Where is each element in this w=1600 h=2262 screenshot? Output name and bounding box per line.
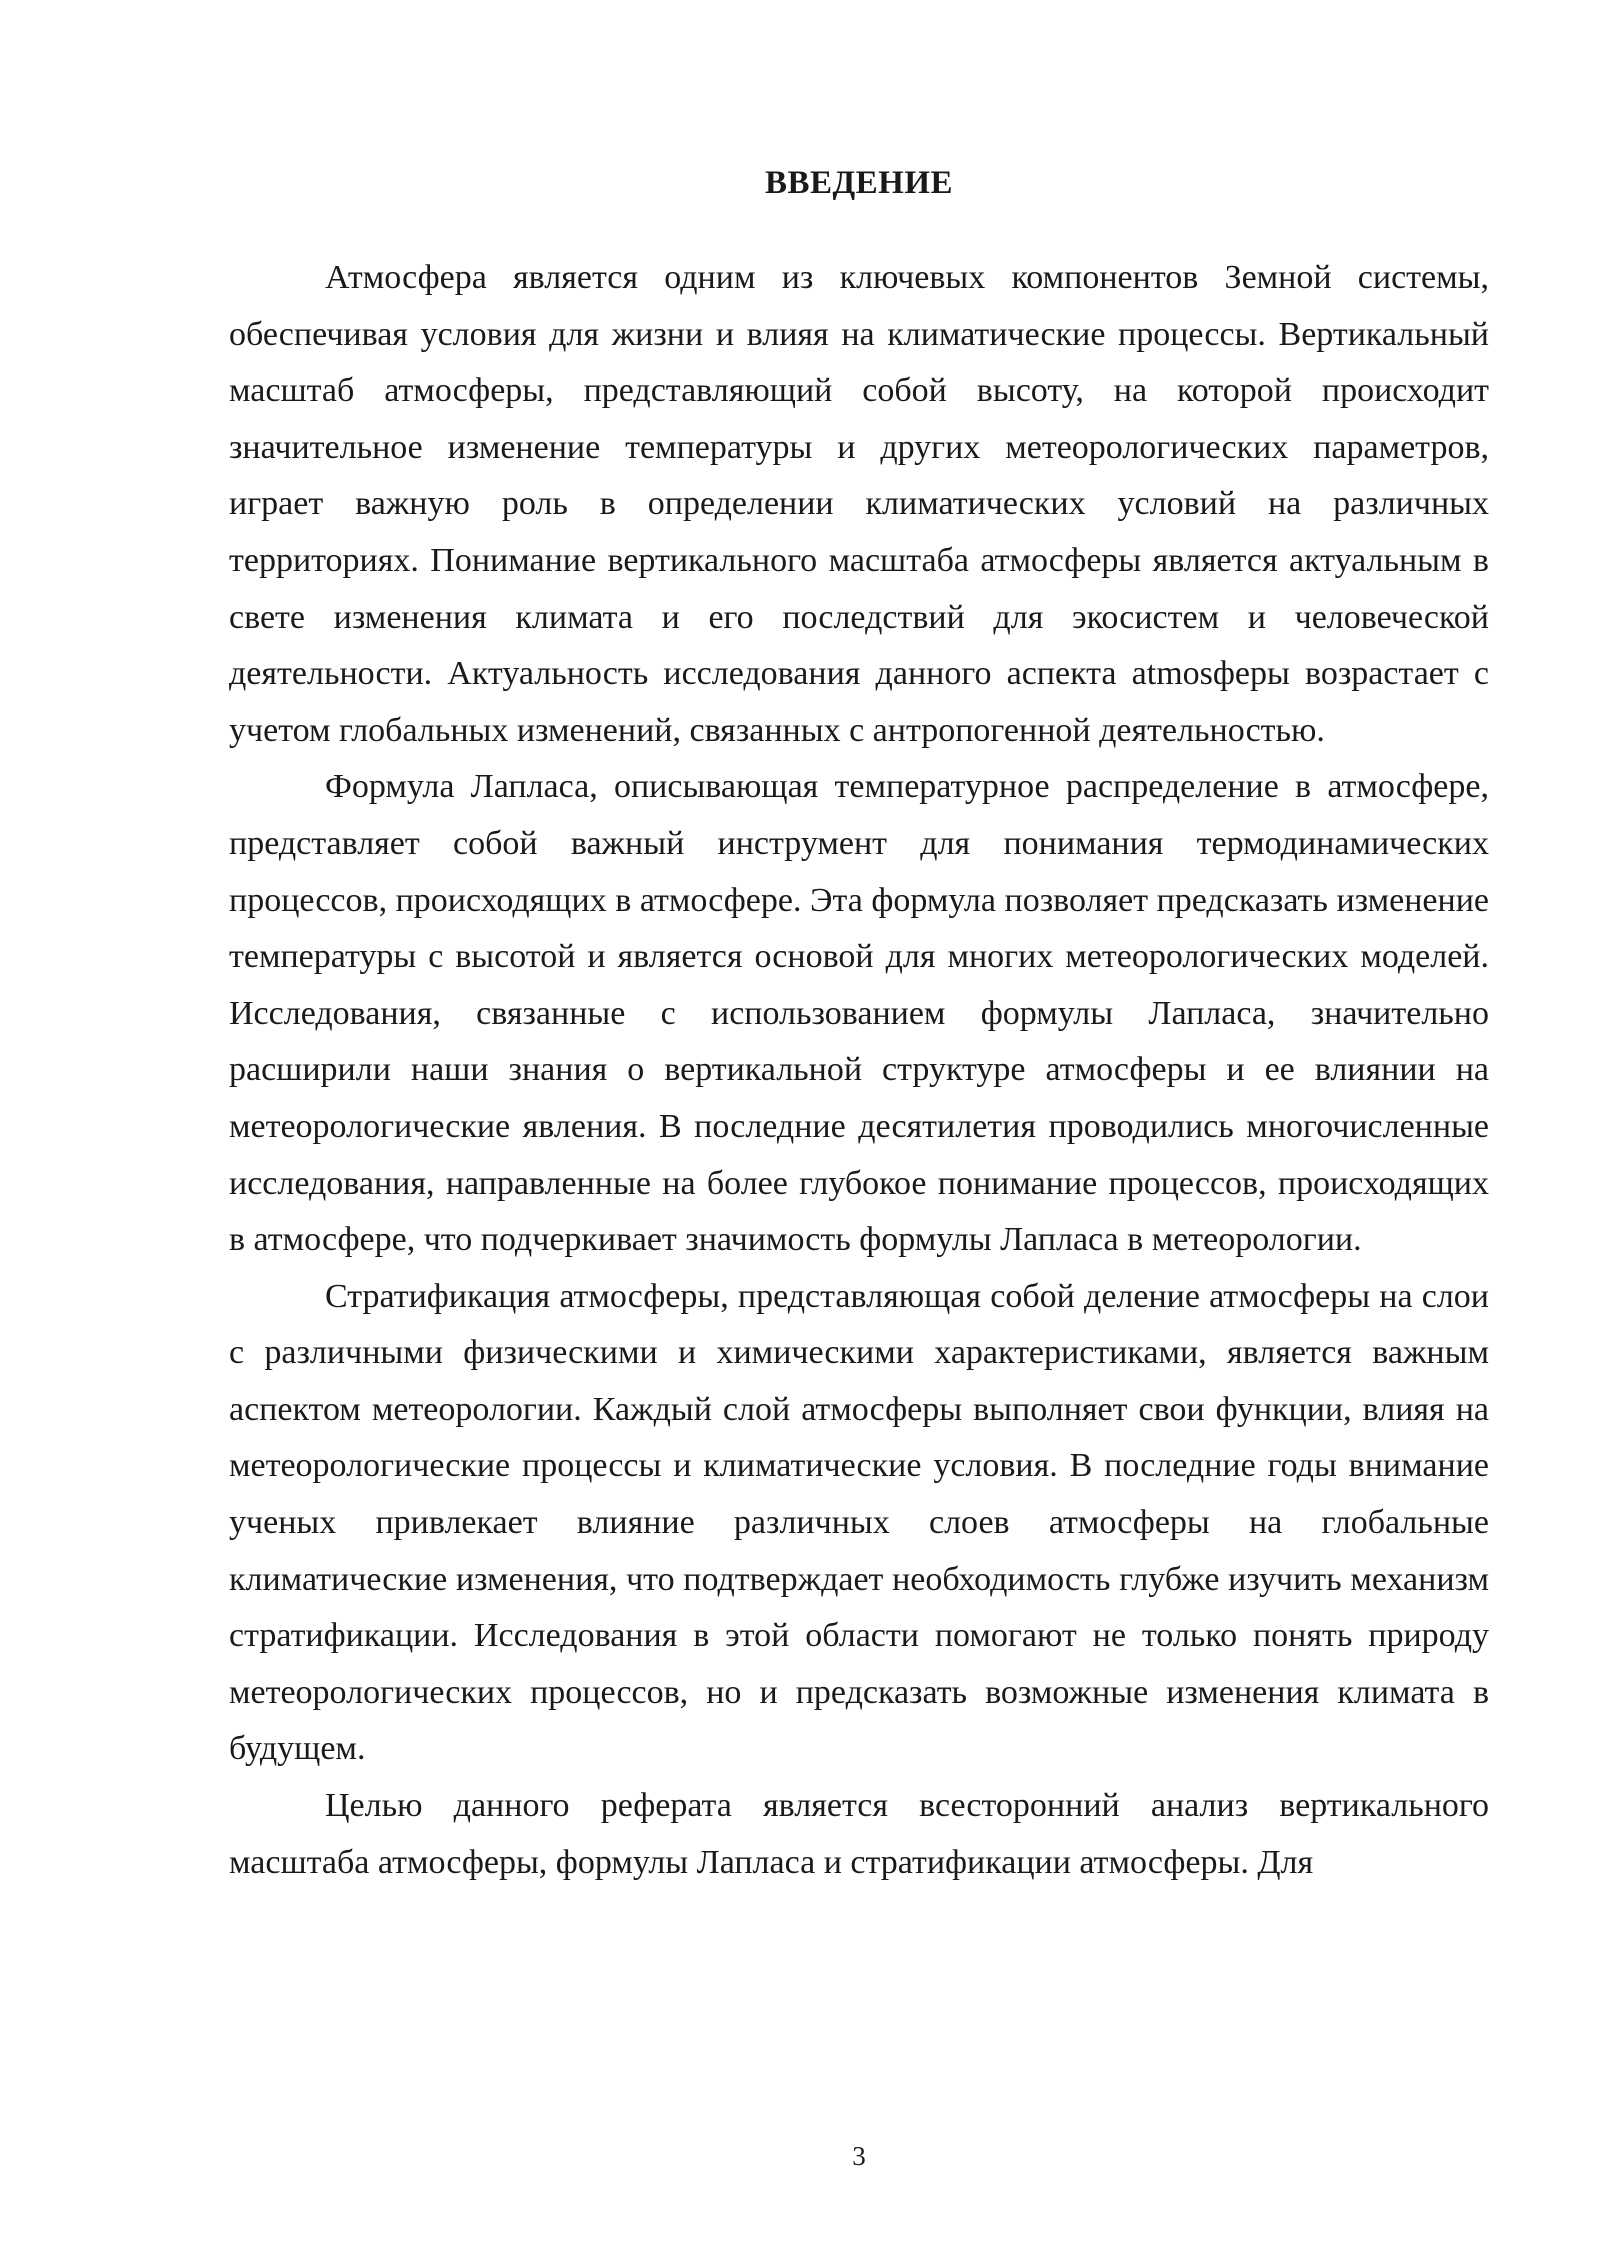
page-number: 3 [852, 2141, 866, 2171]
section-heading: ВВЕДЕНИЕ [764, 165, 954, 201]
paragraph-goal: Целью данного реферата является всесторонний анализ вертикального масштаба атмосферы, формулы Лапласа и стратификации атмосферы. Для [229, 1787, 1489, 1881]
body-text [229, 250, 1489, 1891]
paragraph-laplace-formula: Формула Лапласа, описывающая температурное распределение в атмосфере, представляет собой важный инструмент для понимания термодинамических процессов, происходящих в атмосфере. Эта формула позволяет предсказать изменение температуры с высотой и является основой для многих метеорологических моделей. Исследования, связанные с использованием формулы Лапласа, значительно расширили наши знания о вертикальной структуре атмосферы и ее влиянии на метеорологические явления. В последние десятилетия проводились многочисленные исследования, направленные на более глубокое понимание процессов, происходящих в атмосфере, что подчеркивает значимость формулы Лапласа в метеорологии. [229, 768, 1489, 1259]
paragraph-atmosphere-intro: Атмосфера является одним из ключевых компонентов Земной системы, обеспечивая условия для жизни и влияя на климатические процессы. Вертикальный масштаб атмосферы, представляющий собой высоту, на которой происходит значительное изменение температуры и других метеорологических параметров, играет важную роль в определении климатических условий на различных территориях. Понимание вертикального масштаба атмосферы является актуальным в свете изменения климата и его последствий для экосистем и человеческой деятельности. Актуальность исследования данного аспекта atmosферы возрастает с учетом глобальных изменений, связанных с антропогенной деятельностью. [229, 259, 1489, 749]
paragraph-stratification: Стратификация атмосферы, представляющая собой деление атмосферы на слои с различными физическими и химическими характеристиками, является важным аспектом метеорологии. Каждый слой атмосферы выполняет свои функции, влияя на метеорологические процессы и климатические условия. В последние годы внимание ученых привлекает влияние различных слоев атмосферы на глобальные климатические изменения, что подтверждает необходимость глубже изучить механизм стратификации. Исследования в этой области помогают не только понять природу метеорологических процессов, но и предсказать возможные изменения климата в будущем. [229, 1277, 1489, 1768]
